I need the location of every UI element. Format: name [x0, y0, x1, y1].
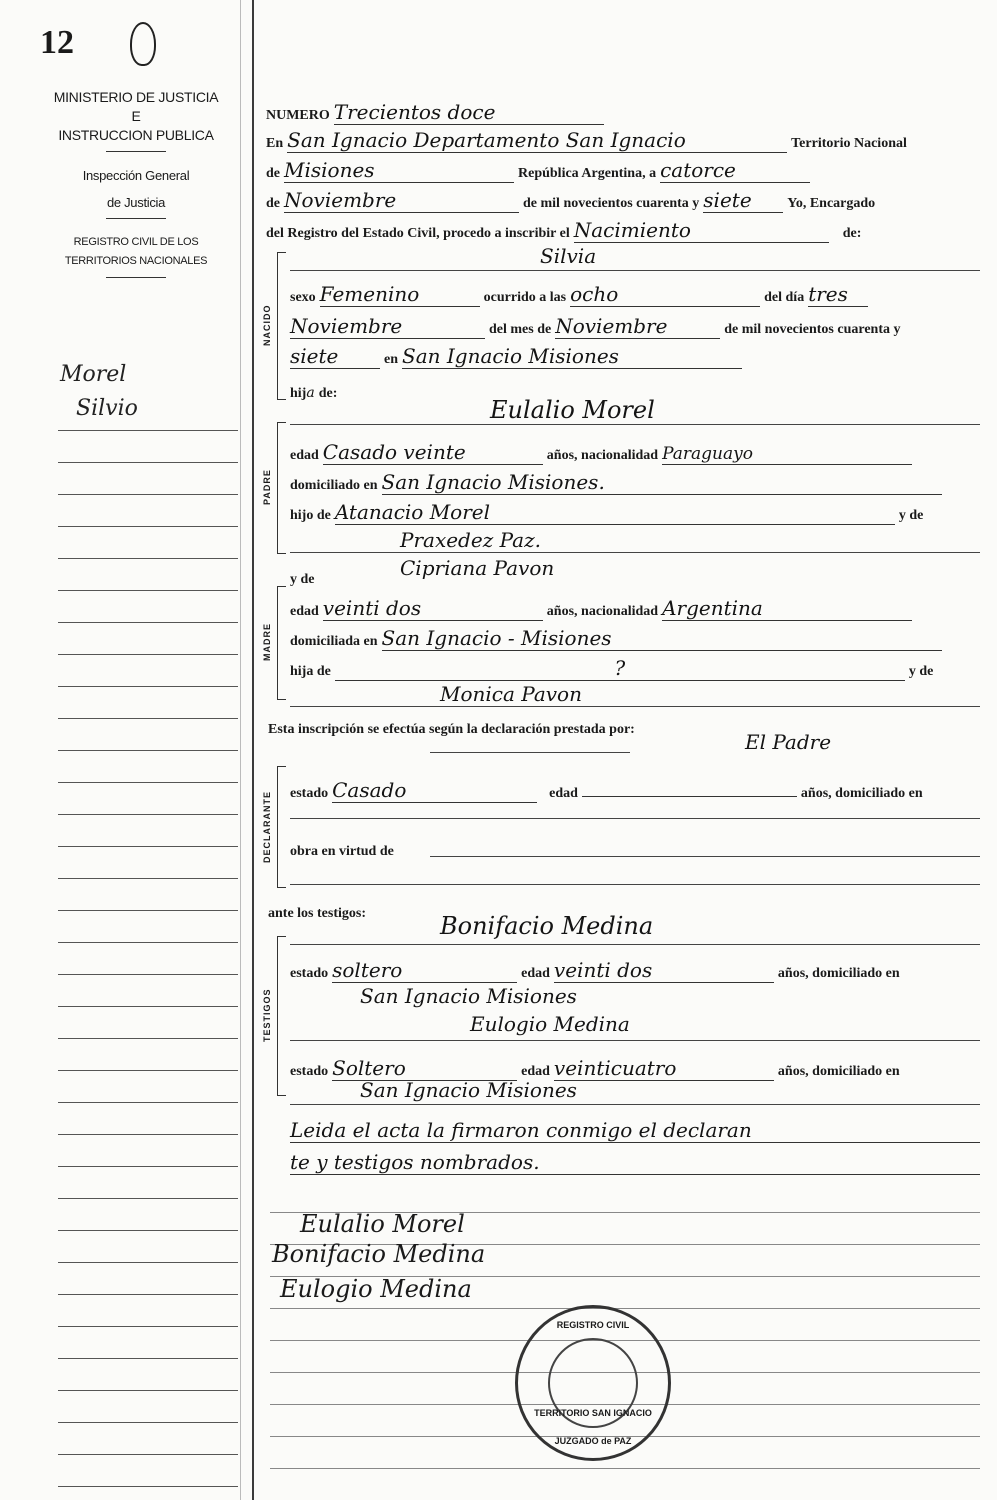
margin-rule — [240, 0, 241, 1500]
estado-label: estado — [290, 1064, 329, 1079]
margin-rule-line — [58, 782, 238, 783]
padre-madre: Praxedez Paz. — [400, 528, 541, 552]
en-small-label: en — [384, 352, 398, 367]
madre-brace — [277, 586, 286, 700]
anio-label: de mil novecientos cuarenta y — [523, 196, 700, 211]
registry-line1: REGISTRO CIVIL DE LOS — [73, 236, 199, 248]
national-seal-icon — [130, 22, 156, 66]
stamp-text-top: REGISTRO CIVIL — [556, 1320, 630, 1330]
signature-bonifacio-medina: Bonifacio Medina — [272, 1240, 486, 1268]
lugar-nac-value: San Ignacio Misiones — [402, 344, 742, 369]
rule — [430, 752, 630, 753]
registry-stamp — [515, 1305, 671, 1461]
y-de-label: y de — [898, 508, 924, 523]
encargado-label: Yo, Encargado — [787, 196, 876, 211]
margin-rule-line — [58, 878, 238, 879]
hora-value: ocho — [570, 282, 760, 307]
sexo-value: Femenino — [320, 282, 480, 307]
body-rule-line — [270, 1308, 980, 1309]
rule — [290, 706, 980, 707]
margin-rule-line — [58, 430, 238, 431]
testigo1-domicilio: San Ignacio Misiones — [360, 984, 577, 1008]
dia-value: catorce — [660, 158, 810, 183]
registro-label: del Registro del Estado Civil, procedo a inscribir el — [266, 226, 570, 241]
margin-rule-line — [58, 718, 238, 719]
margin-rule-line — [58, 1166, 238, 1167]
madre-nombre: Cipriana Pavon — [400, 556, 555, 580]
declaracion-label: Esta inscripción se efectúa según la declaración prestada por: — [268, 722, 635, 737]
hijo-de-label: de: — [318, 386, 338, 401]
declarante-edad-blank — [582, 780, 797, 797]
place-value: San Ignacio Departamento San Ignacio — [287, 128, 787, 153]
padre-edad: Casado veinte — [323, 440, 543, 465]
inspection-line1: Inspección General — [82, 168, 190, 183]
en-label: En — [266, 136, 284, 151]
padre-domicilio: San Ignacio Misiones. — [382, 470, 942, 495]
acto-value: Nacimiento — [574, 218, 829, 243]
edad-mid-label: edad — [521, 1064, 550, 1079]
madre-domicilio: San Ignacio - Misiones — [382, 626, 942, 651]
margin-rule-line — [58, 910, 238, 911]
edad-label: edad — [290, 604, 319, 619]
inspection-line2: de Justicia — [106, 195, 166, 210]
del-dia-label: del día — [764, 290, 805, 305]
margin-rule-line — [58, 1358, 238, 1359]
margin-rule-line — [58, 526, 238, 527]
madre-padre: ? — [335, 656, 905, 681]
testigos-tab: TESTIGOS — [262, 988, 272, 1042]
domiciliado-label: domiciliado en — [290, 478, 378, 493]
margin-rule-line — [58, 942, 238, 943]
margin-rule-line — [58, 1070, 238, 1071]
estado-label: estado — [290, 966, 329, 981]
madre-nacionalidad: Argentina — [662, 596, 912, 621]
anios-domicilio-label: años, domiciliado en — [777, 966, 900, 981]
numero-value: Trecientos doce — [334, 100, 604, 125]
margin-rule-line — [58, 1294, 238, 1295]
margin-rule-line — [58, 1102, 238, 1103]
anio-value: siete — [703, 188, 783, 213]
margin-rule-line — [58, 1038, 238, 1039]
dia-nac-value: tres — [808, 282, 868, 307]
estado-label: estado — [290, 786, 329, 801]
de-label: de — [266, 196, 280, 211]
mes-value: Noviembre — [284, 188, 519, 213]
y-de-label: y de — [908, 664, 934, 679]
territorio-value: Misiones — [284, 158, 514, 183]
stamp-text-bottom: JUZGADO de PAZ — [554, 1436, 632, 1446]
signature-eulalio-morel: Eulalio Morel — [300, 1210, 465, 1238]
child-name: Silvia — [540, 244, 597, 268]
rule — [290, 424, 980, 425]
madre-edad: veinti dos — [323, 596, 543, 621]
margin-rule-line — [58, 1454, 238, 1455]
margin-rule-line — [58, 1422, 238, 1423]
divider — [106, 151, 166, 152]
margin-rule-line — [58, 1198, 238, 1199]
margin-rule-line — [58, 1230, 238, 1231]
binding-rule — [252, 0, 254, 1500]
edad-mid-label: edad — [549, 786, 578, 801]
testigos-label: ante los testigos: — [268, 906, 366, 921]
margin-rule-line — [58, 846, 238, 847]
madre-tab: MADRE — [262, 623, 272, 662]
ministry-header — [38, 88, 234, 284]
de-label: de — [266, 166, 280, 181]
edad-label: edad — [290, 448, 319, 463]
declarante-estado: Casado — [332, 778, 537, 803]
margin-rule-line — [58, 1486, 238, 1487]
nacido-brace — [277, 252, 286, 400]
margin-rule-line — [58, 1262, 238, 1263]
anio-nac-value: siete — [290, 344, 380, 369]
margin-rule-line — [58, 814, 238, 815]
testigo2-nombre: Eulogio Medina — [470, 1012, 630, 1036]
padre-brace — [277, 422, 286, 554]
body-rule-line — [270, 1468, 980, 1469]
testigo1-edad: veinti dos — [554, 958, 774, 983]
nacido-tab: NACIDO — [262, 304, 272, 346]
padre-tab: PADRE — [262, 469, 272, 506]
y-de-label: y de — [290, 572, 315, 587]
republica-label: República Argentina, a — [518, 166, 657, 181]
anios-domicilio-label: años, domiciliado en — [800, 786, 923, 801]
de-colon-label: de: — [842, 226, 862, 241]
del-mes-label: del mes de — [489, 322, 552, 337]
divider — [106, 218, 166, 219]
divider — [106, 277, 166, 278]
padre-padre: Atanacio Morel — [335, 500, 895, 525]
domiciliada-label: domiciliada en — [290, 634, 378, 649]
rule — [290, 552, 980, 553]
hija-de-label: hija de — [290, 664, 331, 679]
testigo2-domicilio: San Ignacio Misiones — [360, 1078, 577, 1102]
numero-label: NUMERO — [266, 108, 330, 123]
ministry-line1: MINISTERIO DE JUSTICIA — [53, 89, 219, 105]
rule — [290, 270, 980, 271]
margin-rule-line — [58, 590, 238, 591]
hijo-label: hij — [290, 386, 307, 401]
testigo2-edad: veinticuatro — [554, 1056, 774, 1081]
sexo-label: sexo — [290, 290, 316, 305]
hijo-de-label: hijo de — [290, 508, 331, 523]
margin-rule-line — [58, 686, 238, 687]
margin-given-name: Silvio — [76, 396, 138, 421]
mil-label: de mil novecientos cuarenta y — [724, 322, 901, 337]
ocurrido-label: ocurrido a las — [483, 290, 567, 305]
padre-nacionalidad: Paraguayo — [662, 444, 912, 465]
leida-line2: te y testigos nombrados. — [290, 1150, 980, 1175]
margin-rule-line — [58, 1326, 238, 1327]
mes-nac-value: Noviembre — [555, 314, 720, 339]
rule — [290, 818, 980, 819]
padre-nombre: Eulalio Morel — [490, 396, 655, 424]
signature-eulogio-medina: Eulogio Medina — [280, 1275, 472, 1303]
testigos-brace — [277, 936, 286, 1096]
edad-mid-label: edad — [521, 966, 550, 981]
rule — [290, 944, 980, 945]
anios-nacionalidad-label: años, nacionalidad — [546, 604, 659, 619]
testigo2-estado: Soltero — [332, 1056, 517, 1081]
hijo-suffix: a — [306, 385, 315, 401]
declarante-value: El Padre — [745, 730, 832, 754]
margin-rule-line — [58, 1134, 238, 1135]
testigo1-estado: soltero — [332, 958, 517, 983]
leida-line1: Leida el acta la firmaron conmigo el declaran — [290, 1118, 980, 1143]
margin-rule-line — [58, 622, 238, 623]
declarante-tab: DECLARANTE — [262, 791, 272, 864]
stamp-text-inner: TERRITORIO SAN IGNACIO — [534, 1408, 652, 1418]
rule — [290, 1040, 980, 1041]
ministry-line2: E — [131, 108, 141, 124]
ministry-line3: INSTRUCCION PUBLICA — [58, 127, 214, 143]
rule — [290, 884, 980, 885]
folio-number: 12 — [40, 24, 74, 61]
margin-rule-line — [58, 654, 238, 655]
margin-rule-line — [58, 750, 238, 751]
dia-nac-mes-value: Noviembre — [290, 314, 485, 339]
rule — [290, 1104, 980, 1105]
margin-surname: Morel — [60, 362, 127, 387]
rule — [430, 856, 980, 857]
margin-rule-line — [58, 1390, 238, 1391]
registry-line2: TERRITORIOS NACIONALES — [64, 255, 208, 267]
madre-madre: Monica Pavon — [440, 682, 582, 706]
declarante-brace — [277, 766, 286, 888]
testigo1-nombre: Bonifacio Medina — [440, 912, 654, 940]
margin-rule-line — [58, 462, 238, 463]
margin-rule-line — [58, 558, 238, 559]
margin-rule-line — [58, 1006, 238, 1007]
anios-nacionalidad-label: años, nacionalidad — [546, 448, 659, 463]
margin-rule-line — [58, 974, 238, 975]
obra-label: obra en virtud de — [290, 844, 394, 859]
territorio-label: Territorio Nacional — [791, 136, 907, 151]
anios-domicilio-label: años, domiciliado en — [777, 1064, 900, 1079]
margin-rule-line — [58, 494, 238, 495]
